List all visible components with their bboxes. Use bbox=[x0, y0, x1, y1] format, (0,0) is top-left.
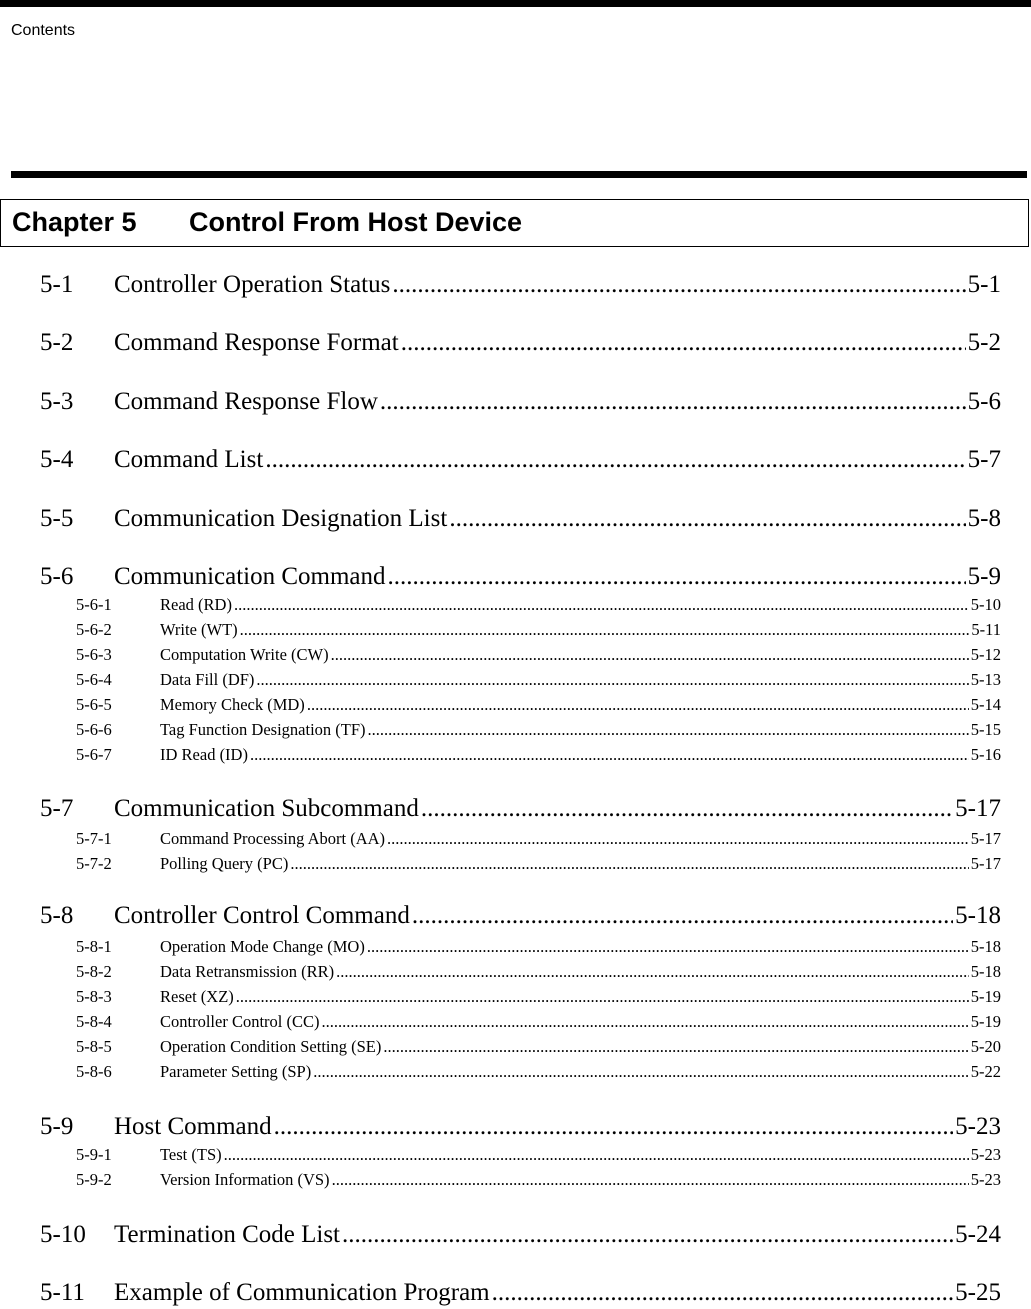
toc-entry-5-6-7[interactable] bbox=[76, 745, 1001, 765]
dot-leader bbox=[265, 446, 965, 474]
toc-title: Command Response Flow bbox=[114, 388, 378, 415]
toc-page: 5-20 bbox=[970, 1037, 1001, 1056]
toc-page: 5-19 bbox=[970, 1012, 1001, 1031]
toc-page: 5-7 bbox=[967, 446, 1001, 473]
toc-entry-5-8-4[interactable] bbox=[76, 1012, 1001, 1032]
dot-leader bbox=[336, 962, 969, 982]
toc-page: 5-19 bbox=[970, 987, 1001, 1006]
dot-leader bbox=[387, 829, 969, 849]
toc-title: Operation Mode Change (MO) bbox=[160, 937, 365, 956]
toc-title: Version Information (VS) bbox=[160, 1170, 330, 1189]
dot-leader bbox=[380, 388, 966, 416]
toc-number: 5-9-2 bbox=[76, 1170, 112, 1189]
toc-page: 5-24 bbox=[955, 1221, 1001, 1248]
toc-page: 5-18 bbox=[970, 937, 1001, 956]
toc-entry-5-2[interactable] bbox=[40, 329, 1001, 359]
toc-page: 5-2 bbox=[967, 329, 1001, 356]
dot-leader bbox=[492, 1279, 954, 1307]
toc-number: 5-10 bbox=[40, 1221, 86, 1248]
toc-title: Test (TS) bbox=[160, 1145, 222, 1164]
toc-title: Controller Control (CC) bbox=[160, 1012, 320, 1031]
toc-page: 5-12 bbox=[970, 645, 1001, 664]
toc-title: Example of Communication Program bbox=[114, 1279, 490, 1306]
dot-leader bbox=[234, 595, 969, 615]
dot-leader bbox=[401, 329, 966, 357]
dot-leader bbox=[256, 670, 968, 690]
toc-entry-5-8-3[interactable] bbox=[76, 987, 1001, 1007]
toc-number: 5-8-4 bbox=[76, 1012, 112, 1031]
toc-number: 5-7 bbox=[40, 795, 74, 822]
toc-number: 5-8-6 bbox=[76, 1062, 112, 1081]
toc-title: Data Fill (DF) bbox=[160, 670, 255, 689]
toc-entry-5-8[interactable] bbox=[40, 902, 1001, 932]
toc-entry-5-6-5[interactable] bbox=[76, 695, 1001, 715]
toc-title: Computation Write (CW) bbox=[160, 645, 329, 664]
toc-page: 5-15 bbox=[970, 720, 1001, 739]
dot-leader bbox=[240, 620, 970, 640]
toc-number: 5-6-2 bbox=[76, 620, 112, 639]
dot-leader bbox=[313, 1062, 969, 1082]
toc-entry-5-6-6[interactable] bbox=[76, 720, 1001, 740]
toc-title: Write (WT) bbox=[160, 620, 238, 639]
toc-number: 5-3 bbox=[40, 388, 74, 415]
toc-title: Communication Subcommand bbox=[114, 795, 419, 822]
toc-entry-5-10[interactable] bbox=[40, 1221, 1001, 1251]
dot-leader bbox=[412, 902, 953, 930]
toc-number: 5-6-3 bbox=[76, 645, 112, 664]
toc-title: Memory Check (MD) bbox=[160, 695, 305, 714]
toc-entry-5-6-1[interactable] bbox=[76, 595, 1001, 615]
dot-leader bbox=[368, 720, 969, 740]
toc-page: 5-18 bbox=[955, 902, 1001, 929]
toc-number: 5-8-3 bbox=[76, 987, 112, 1006]
toc-number: 5-6 bbox=[40, 563, 74, 590]
toc-entry-5-9[interactable] bbox=[40, 1113, 1001, 1143]
toc-number: 5-11 bbox=[40, 1279, 85, 1306]
running-header: Contents bbox=[11, 22, 76, 39]
toc-entry-5-11[interactable] bbox=[40, 1279, 1001, 1309]
dot-leader bbox=[367, 937, 969, 957]
toc-page: 5-23 bbox=[970, 1170, 1001, 1189]
dot-leader bbox=[250, 745, 969, 765]
toc-title: Data Retransmission (RR) bbox=[160, 962, 335, 981]
chapter-heading bbox=[0, 199, 1029, 247]
toc-page: 5-23 bbox=[970, 1145, 1001, 1164]
toc-entry-5-6[interactable] bbox=[40, 563, 1001, 593]
toc-number: 5-4 bbox=[40, 446, 74, 473]
toc-title: Read (RD) bbox=[160, 595, 232, 614]
toc-number: 5-8 bbox=[40, 902, 74, 929]
toc-page: 5-11 bbox=[971, 620, 1001, 639]
toc-number: 5-6-1 bbox=[76, 595, 112, 614]
toc-page: 5-8 bbox=[967, 505, 1001, 532]
toc-number: 5-8-1 bbox=[76, 937, 112, 956]
toc-title: Reset (XZ) bbox=[160, 987, 234, 1006]
toc-page: 5-17 bbox=[955, 795, 1001, 822]
top-rule bbox=[0, 0, 1031, 7]
toc-title: Controller Control Command bbox=[114, 902, 410, 929]
toc-entry-5-7-2[interactable] bbox=[76, 854, 1001, 874]
toc-title: Command List bbox=[114, 446, 264, 473]
toc-entry-5-8-2[interactable] bbox=[76, 962, 1001, 982]
toc-title: Controller Operation Status bbox=[114, 271, 391, 298]
toc-entry-5-9-2[interactable] bbox=[76, 1170, 1001, 1190]
toc-entry-5-6-2[interactable] bbox=[76, 620, 1001, 640]
dot-leader bbox=[383, 1037, 968, 1057]
toc-page: 5-17 bbox=[970, 829, 1001, 848]
toc-number: 5-7-2 bbox=[76, 854, 112, 873]
toc-title: Communication Designation List bbox=[114, 505, 448, 532]
toc-title: Polling Query (PC) bbox=[160, 854, 289, 873]
dot-leader bbox=[224, 1145, 969, 1165]
chapter-number: Chapter 5 bbox=[12, 207, 137, 237]
toc-entry-5-8-6[interactable] bbox=[76, 1062, 1001, 1082]
dot-leader bbox=[307, 695, 969, 715]
toc-number: 5-6-4 bbox=[76, 670, 112, 689]
toc-page: 5-23 bbox=[955, 1113, 1001, 1140]
toc-title: Tag Function Designation (TF) bbox=[160, 720, 366, 739]
toc-entry-5-7[interactable] bbox=[40, 795, 1001, 825]
toc-number: 5-9-1 bbox=[76, 1145, 112, 1164]
dot-leader bbox=[421, 795, 953, 823]
chapter-title: Control From Host Device bbox=[189, 207, 523, 237]
toc-entry-5-8-5[interactable] bbox=[76, 1037, 1001, 1057]
toc-page: 5-18 bbox=[970, 962, 1001, 981]
toc-number: 5-7-1 bbox=[76, 829, 112, 848]
toc-number: 5-8-5 bbox=[76, 1037, 112, 1056]
toc-page: 5-14 bbox=[970, 695, 1001, 714]
toc-title: ID Read (ID) bbox=[160, 745, 248, 764]
toc-page: 5-13 bbox=[970, 670, 1001, 689]
dot-leader bbox=[331, 645, 969, 665]
toc-entry-5-9-1[interactable] bbox=[76, 1145, 1001, 1165]
toc-number: 5-9 bbox=[40, 1113, 74, 1140]
toc-page: 5-1 bbox=[967, 271, 1001, 298]
toc-page: 5-25 bbox=[955, 1279, 1001, 1306]
toc-number: 5-6-5 bbox=[76, 695, 112, 714]
dot-leader bbox=[290, 854, 968, 874]
toc-entry-5-7-1[interactable] bbox=[76, 829, 1001, 849]
toc-title: Parameter Setting (SP) bbox=[160, 1062, 312, 1081]
header-rule bbox=[11, 171, 1027, 178]
dot-leader bbox=[274, 1113, 954, 1141]
dot-leader bbox=[322, 1012, 969, 1032]
toc-entry-5-4[interactable] bbox=[40, 446, 1001, 476]
toc-page: 5-10 bbox=[970, 595, 1001, 614]
toc-page: 5-16 bbox=[970, 745, 1001, 764]
dot-leader bbox=[332, 1170, 969, 1190]
dot-leader bbox=[388, 563, 966, 591]
toc-entry-5-3[interactable] bbox=[40, 388, 1001, 418]
dot-leader bbox=[342, 1221, 953, 1249]
toc-entry-5-6-3[interactable] bbox=[76, 645, 1001, 665]
dot-leader bbox=[449, 505, 965, 533]
dot-leader bbox=[392, 271, 965, 299]
toc-entry-5-8-1[interactable] bbox=[76, 937, 1001, 957]
toc-title: Communication Command bbox=[114, 563, 386, 590]
toc-title: Termination Code List bbox=[114, 1221, 340, 1248]
toc-entry-5-6-4[interactable] bbox=[76, 670, 1001, 690]
toc-number: 5-6-7 bbox=[76, 745, 112, 764]
toc-title: Command Processing Abort (AA) bbox=[160, 829, 386, 848]
toc-number: 5-5 bbox=[40, 505, 74, 532]
toc-title: Command Response Format bbox=[114, 329, 399, 356]
toc-entry-5-1[interactable] bbox=[40, 271, 1001, 301]
toc-number: 5-2 bbox=[40, 329, 74, 356]
toc-title: Host Command bbox=[114, 1113, 272, 1140]
toc-number: 5-8-2 bbox=[76, 962, 112, 981]
toc-entry-5-5[interactable] bbox=[40, 505, 1001, 535]
dot-leader bbox=[236, 987, 969, 1007]
toc-number: 5-6-6 bbox=[76, 720, 112, 739]
toc-page: 5-22 bbox=[970, 1062, 1001, 1081]
toc-page: 5-6 bbox=[967, 388, 1001, 415]
toc-title: Operation Condition Setting (SE) bbox=[160, 1037, 382, 1056]
toc-page: 5-9 bbox=[967, 563, 1001, 590]
toc-number: 5-1 bbox=[40, 271, 74, 298]
toc-page: 5-17 bbox=[970, 854, 1001, 873]
